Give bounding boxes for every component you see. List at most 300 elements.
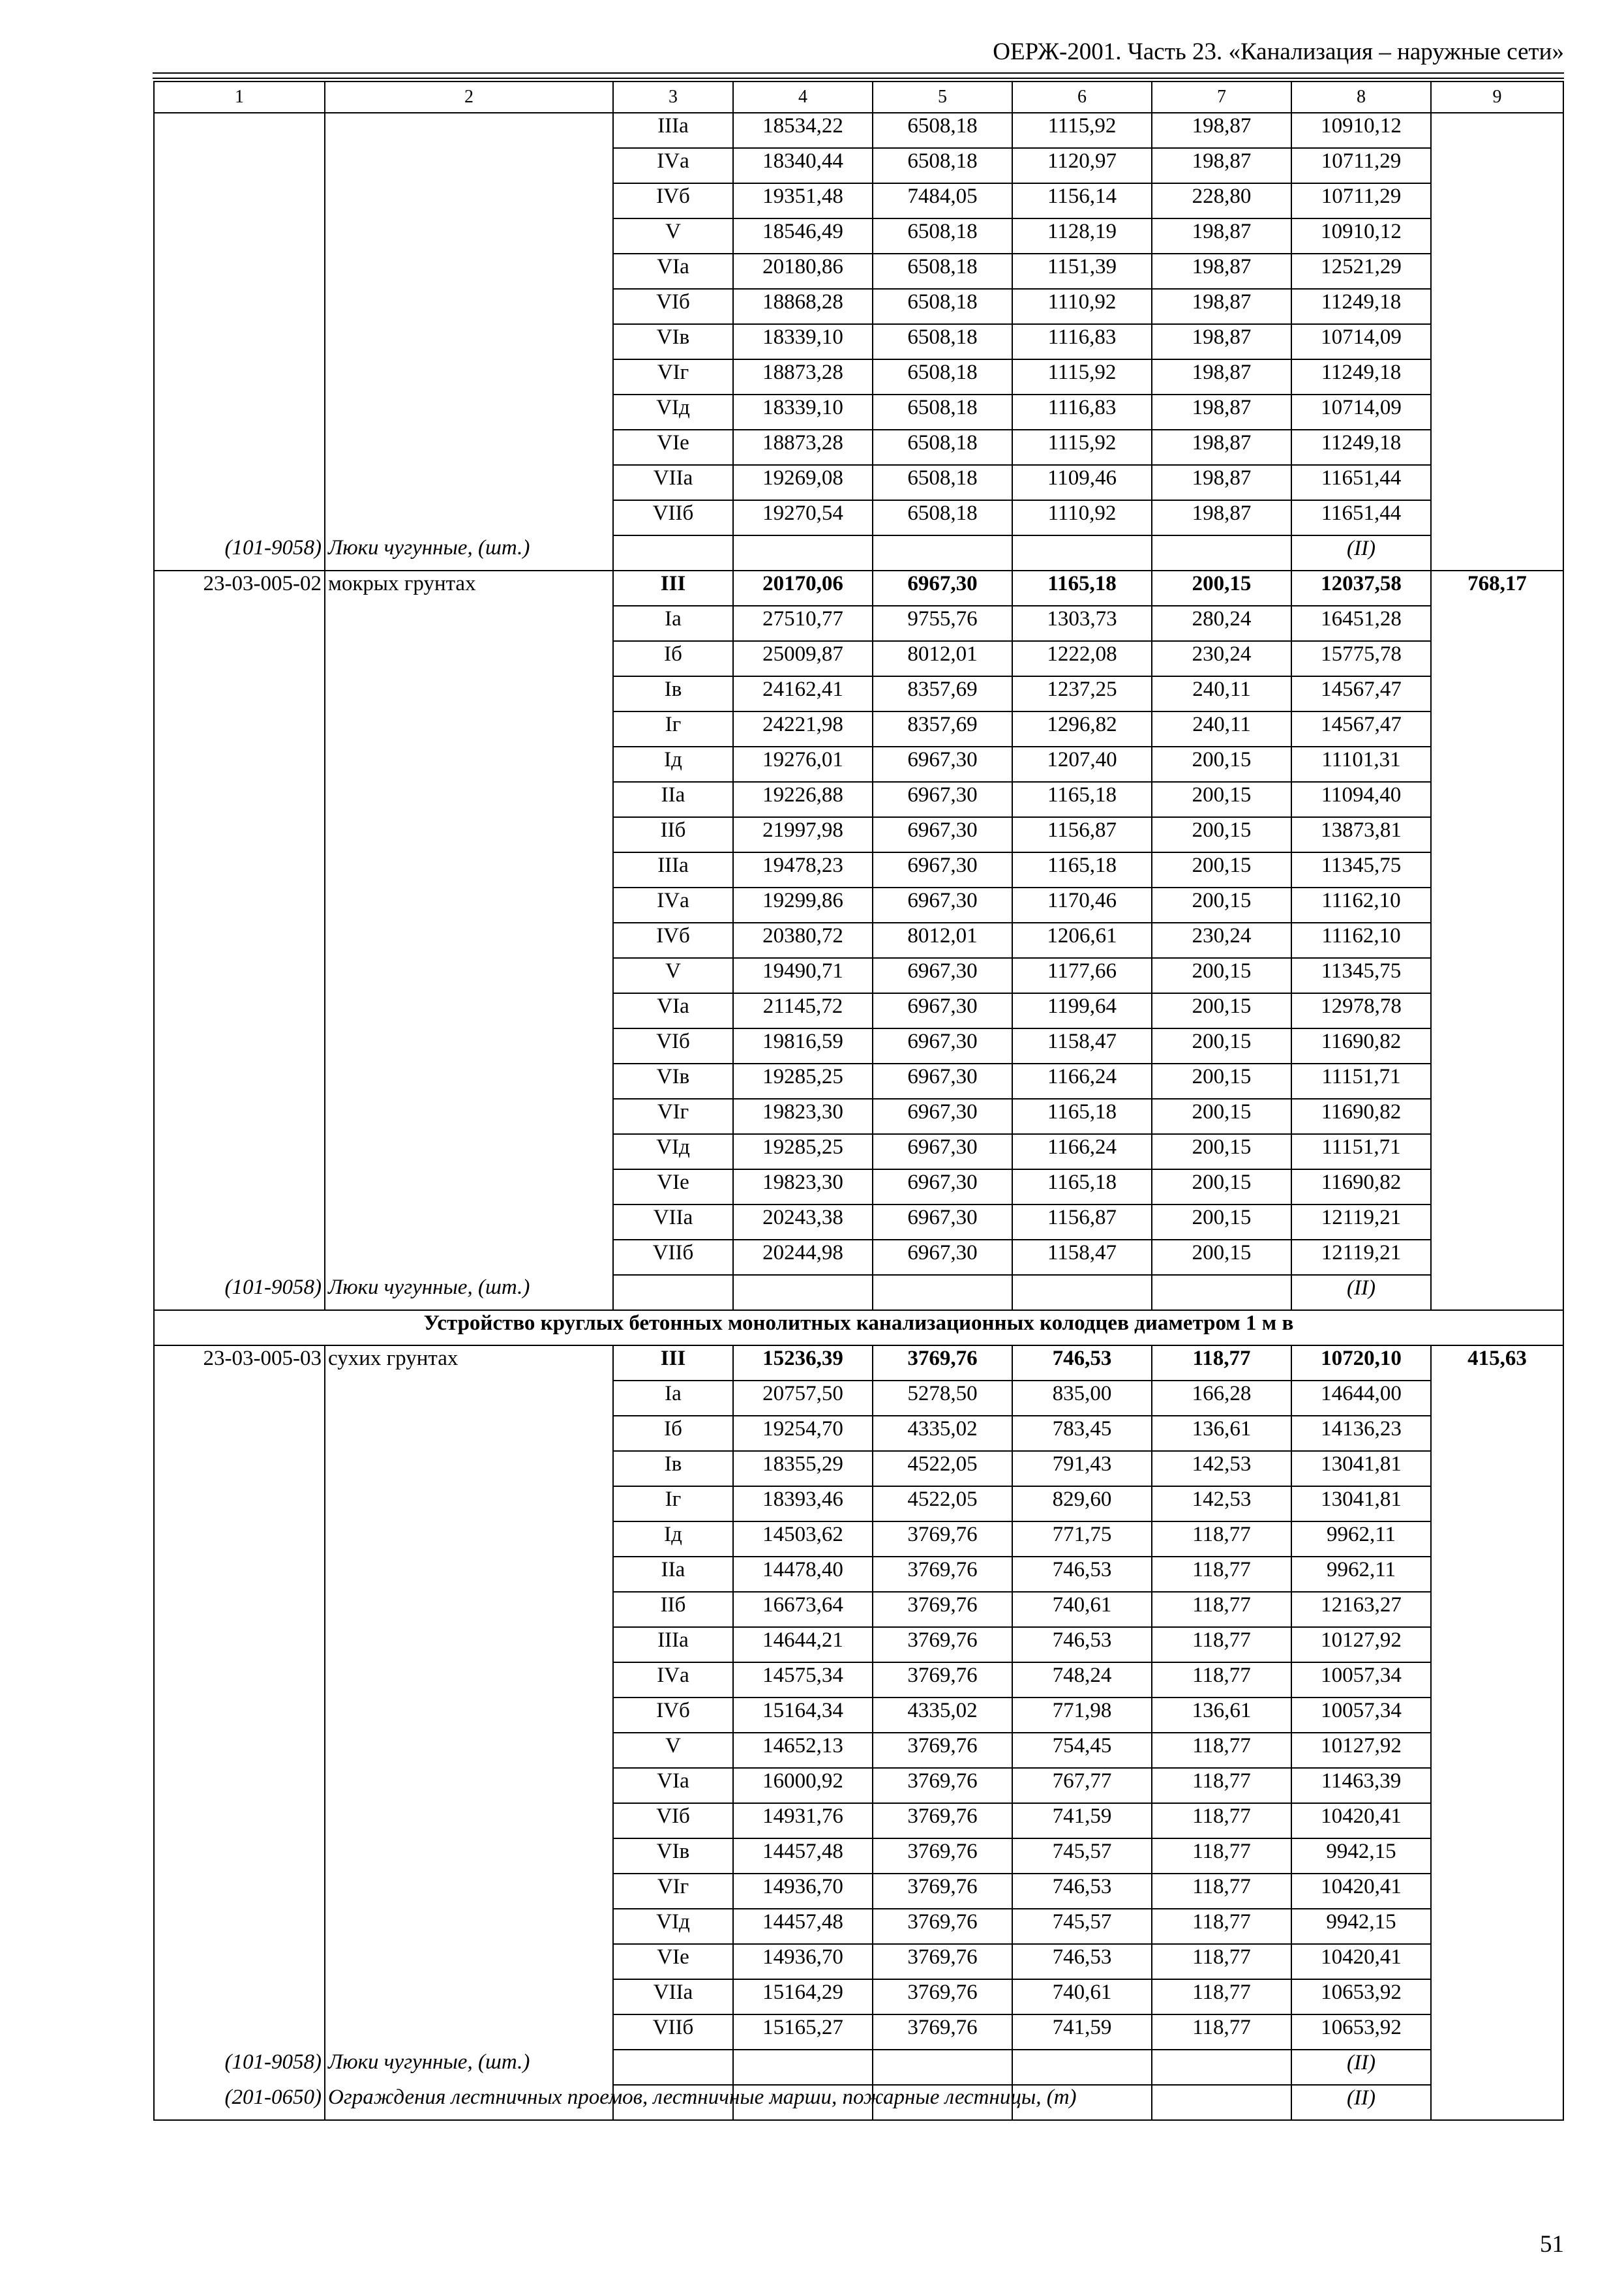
zone-cell: VIб	[613, 289, 733, 324]
materials-cell: 14644,00	[1291, 1381, 1431, 1416]
machines-cell: 1177,66	[1012, 958, 1152, 993]
total-cost-cell: 24221,98	[733, 711, 873, 747]
zone-cell: Iв	[613, 676, 733, 711]
description-cell	[325, 676, 613, 711]
materials-cell: (II)	[1291, 2085, 1431, 2120]
norm-code-cell	[154, 1099, 325, 1134]
section-heading-row	[154, 1310, 1563, 1345]
description-cell	[325, 1028, 613, 1064]
zone-cell: IIб	[613, 817, 733, 852]
materials-cell: 11249,18	[1291, 289, 1431, 324]
operator-wages-cell: 200,15	[1152, 1028, 1291, 1064]
description-cell	[325, 324, 613, 359]
labor-cell	[1431, 852, 1563, 888]
machines-cell: 1165,18	[1012, 782, 1152, 817]
materials-cell: 10711,29	[1291, 148, 1431, 183]
materials-cell: 10720,10	[1291, 1345, 1431, 1381]
description-cell	[325, 817, 613, 852]
labor-cell	[1431, 2014, 1563, 2050]
norm-code-cell	[154, 1521, 325, 1557]
norm-code-cell	[154, 1698, 325, 1733]
table-body	[154, 82, 1563, 2120]
materials-cell: 14136,23	[1291, 1416, 1431, 1451]
norm-code-cell	[154, 1874, 325, 1909]
total-cost-cell: 20243,38	[733, 1204, 873, 1240]
wages-cell: 3769,76	[873, 1521, 1012, 1557]
wages-cell: 3769,76	[873, 1592, 1012, 1627]
machines-cell	[1012, 2050, 1152, 2085]
operator-wages-cell: 200,15	[1152, 571, 1291, 606]
total-cost-cell: 19226,88	[733, 782, 873, 817]
machines-cell	[1012, 535, 1152, 571]
materials-cell: 12119,21	[1291, 1240, 1431, 1275]
operator-wages-cell: 198,87	[1152, 218, 1291, 254]
zone-cell: VIIб	[613, 2014, 733, 2050]
wages-cell: 6508,18	[873, 324, 1012, 359]
labor-cell	[1431, 711, 1563, 747]
labor-cell	[1431, 641, 1563, 676]
norm-code-cell	[154, 1486, 325, 1521]
description-cell	[325, 1803, 613, 1838]
operator-wages-cell: 198,87	[1152, 254, 1291, 289]
labor-cell	[1431, 2085, 1563, 2120]
wages-cell: 3769,76	[873, 1874, 1012, 1909]
materials-cell: 10714,09	[1291, 395, 1431, 430]
total-cost-cell: 14478,40	[733, 1557, 873, 1592]
materials-cell: 11151,71	[1291, 1134, 1431, 1169]
description-cell	[325, 183, 613, 218]
zone-cell: IVа	[613, 1662, 733, 1698]
zone-cell: Iб	[613, 1416, 733, 1451]
description-cell	[325, 254, 613, 289]
norm-code-cell	[154, 676, 325, 711]
wages-cell: 6967,30	[873, 1169, 1012, 1204]
labor-cell	[1431, 218, 1563, 254]
materials-cell: 12978,78	[1291, 993, 1431, 1028]
wages-cell: 6508,18	[873, 254, 1012, 289]
table-row	[154, 606, 1563, 641]
total-cost-cell: 20380,72	[733, 923, 873, 958]
zone-cell: Iд	[613, 1521, 733, 1557]
materials-cell: 12163,27	[1291, 1592, 1431, 1627]
table-row	[154, 888, 1563, 923]
labor-cell	[1431, 1662, 1563, 1698]
wages-cell: 4522,05	[873, 1486, 1012, 1521]
material-note-row	[154, 2050, 1563, 2085]
wages-cell: 6967,30	[873, 1240, 1012, 1275]
norm-code-cell: (101-9058)	[154, 2050, 325, 2085]
machines-cell: 1165,18	[1012, 1169, 1152, 1204]
operator-wages-cell: 118,77	[1152, 1592, 1291, 1627]
operator-wages-cell: 200,15	[1152, 993, 1291, 1028]
description-cell	[325, 1521, 613, 1557]
total-cost-cell: 21145,72	[733, 993, 873, 1028]
operator-wages-cell: 198,87	[1152, 395, 1291, 430]
norm-code-cell	[154, 1627, 325, 1662]
labor-cell	[1431, 1592, 1563, 1627]
description-cell	[325, 500, 613, 535]
operator-wages-cell: 240,11	[1152, 711, 1291, 747]
machines-cell: 1109,46	[1012, 465, 1152, 500]
description-cell	[325, 1627, 613, 1662]
materials-cell: 10420,41	[1291, 1944, 1431, 1979]
norm-code-cell	[154, 2014, 325, 2050]
machines-cell: 1303,73	[1012, 606, 1152, 641]
zone-cell: VIг	[613, 359, 733, 395]
operator-wages-cell: 118,77	[1152, 1557, 1291, 1592]
operator-wages-cell: 136,61	[1152, 1416, 1291, 1451]
labor-cell	[1431, 817, 1563, 852]
table-row	[154, 958, 1563, 993]
labor-cell	[1431, 1134, 1563, 1169]
operator-wages-cell: 142,53	[1152, 1486, 1291, 1521]
machines-cell: 1166,24	[1012, 1134, 1152, 1169]
table-row	[154, 852, 1563, 888]
zone-cell: V	[613, 958, 733, 993]
total-cost-cell: 14457,48	[733, 1909, 873, 1944]
norm-code-cell	[154, 993, 325, 1028]
total-cost-cell: 19351,48	[733, 183, 873, 218]
machines-cell: 829,60	[1012, 1486, 1152, 1521]
materials-cell: 10653,92	[1291, 1979, 1431, 2014]
labor-cell: 768,17	[1431, 571, 1563, 606]
norm-code-cell	[154, 958, 325, 993]
total-cost-cell: 14457,48	[733, 1838, 873, 1874]
description-cell	[325, 1909, 613, 1944]
operator-wages-cell: 118,77	[1152, 1874, 1291, 1909]
materials-cell: 10711,29	[1291, 183, 1431, 218]
table-row	[154, 1557, 1563, 1592]
total-cost-cell: 14644,21	[733, 1627, 873, 1662]
zone-cell: VIд	[613, 1909, 733, 1944]
table-row	[154, 1874, 1563, 1909]
zone-cell: VIв	[613, 1838, 733, 1874]
wages-cell: 6967,30	[873, 993, 1012, 1028]
norm-code-cell	[154, 1768, 325, 1803]
operator-wages-cell: 200,15	[1152, 782, 1291, 817]
materials-cell: 10057,34	[1291, 1698, 1431, 1733]
operator-wages-cell: 118,77	[1152, 1627, 1291, 1662]
table-row	[154, 1944, 1563, 1979]
total-cost-cell: 18873,28	[733, 359, 873, 395]
norm-code-cell	[154, 324, 325, 359]
description-cell	[325, 958, 613, 993]
description-cell	[325, 1838, 613, 1874]
machines-cell: 1158,47	[1012, 1028, 1152, 1064]
operator-wages-cell: 200,15	[1152, 1099, 1291, 1134]
norm-code-cell	[154, 1134, 325, 1169]
operator-wages-cell: 118,77	[1152, 1521, 1291, 1557]
operator-wages-cell: 118,77	[1152, 1979, 1291, 2014]
machines-cell: 746,53	[1012, 1345, 1152, 1381]
machines-cell: 745,57	[1012, 1909, 1152, 1944]
price-norms-table	[153, 81, 1564, 2121]
materials-cell: 10420,41	[1291, 1803, 1431, 1838]
labor-cell	[1431, 395, 1563, 430]
table-row	[154, 747, 1563, 782]
table-row	[154, 641, 1563, 676]
table-row	[154, 1627, 1563, 1662]
wages-cell: 3769,76	[873, 1803, 1012, 1838]
column-number: 8	[1291, 82, 1431, 113]
labor-cell	[1431, 1733, 1563, 1768]
total-cost-cell: 19269,08	[733, 465, 873, 500]
total-cost-cell: 19285,25	[733, 1064, 873, 1099]
description-cell	[325, 289, 613, 324]
wages-cell: 6508,18	[873, 500, 1012, 535]
description-cell	[325, 1381, 613, 1416]
total-cost-cell: 16673,64	[733, 1592, 873, 1627]
machines-cell: 1207,40	[1012, 747, 1152, 782]
total-cost-cell: 19478,23	[733, 852, 873, 888]
wages-cell: 8012,01	[873, 641, 1012, 676]
labor-cell	[1431, 113, 1563, 148]
total-cost-cell: 25009,87	[733, 641, 873, 676]
materials-cell: 10910,12	[1291, 218, 1431, 254]
labor-cell	[1431, 1521, 1563, 1557]
zone-cell: VIв	[613, 1064, 733, 1099]
labor-cell	[1431, 1486, 1563, 1521]
total-cost-cell: 14931,76	[733, 1803, 873, 1838]
wages-cell: 3769,76	[873, 1944, 1012, 1979]
zone-cell: Iб	[613, 641, 733, 676]
machines-cell: 740,61	[1012, 1979, 1152, 2014]
zone-cell: IIа	[613, 1557, 733, 1592]
table-row	[154, 782, 1563, 817]
wages-cell: 6967,30	[873, 852, 1012, 888]
total-cost-cell: 18546,49	[733, 218, 873, 254]
total-cost-cell: 19299,86	[733, 888, 873, 923]
table-row	[154, 1134, 1563, 1169]
column-number: 1	[154, 82, 325, 113]
machines-cell: 771,98	[1012, 1698, 1152, 1733]
operator-wages-cell: 118,77	[1152, 1909, 1291, 1944]
zone-cell: Iв	[613, 1451, 733, 1486]
labor-cell	[1431, 1099, 1563, 1134]
norm-code-cell	[154, 1028, 325, 1064]
machines-cell: 1165,18	[1012, 571, 1152, 606]
machines-cell: 1116,83	[1012, 395, 1152, 430]
description-cell	[325, 430, 613, 465]
zone-cell: IVб	[613, 923, 733, 958]
materials-cell: 11690,82	[1291, 1028, 1431, 1064]
wages-cell: 8357,69	[873, 711, 1012, 747]
labor-cell	[1431, 289, 1563, 324]
labor-cell	[1431, 535, 1563, 571]
machines-cell: 754,45	[1012, 1733, 1152, 1768]
machines-cell: 1128,19	[1012, 218, 1152, 254]
zone-cell: VIб	[613, 1028, 733, 1064]
norm-code-cell	[154, 711, 325, 747]
labor-cell	[1431, 1381, 1563, 1416]
operator-wages-cell: 198,87	[1152, 148, 1291, 183]
description-cell	[325, 2014, 613, 2050]
total-cost-cell	[733, 535, 873, 571]
table-row	[154, 676, 1563, 711]
zone-cell: Iг	[613, 711, 733, 747]
operator-wages-cell: 198,87	[1152, 324, 1291, 359]
machines-cell: 1166,24	[1012, 1064, 1152, 1099]
operator-wages-cell: 166,28	[1152, 1381, 1291, 1416]
wages-cell: 8357,69	[873, 676, 1012, 711]
machines-cell: 741,59	[1012, 2014, 1152, 2050]
norm-code-cell	[154, 359, 325, 395]
description-cell: Ограждения лестничных проемов, лестничные марши, пожарные лестницы, (т)	[325, 2085, 613, 2120]
operator-wages-cell	[1152, 2050, 1291, 2085]
norm-code-cell	[154, 254, 325, 289]
wages-cell: 6967,30	[873, 1204, 1012, 1240]
operator-wages-cell	[1152, 535, 1291, 571]
wages-cell: 6508,18	[873, 218, 1012, 254]
machines-cell: 740,61	[1012, 1592, 1152, 1627]
labor-cell	[1431, 1838, 1563, 1874]
total-cost-cell: 27510,77	[733, 606, 873, 641]
norm-code-cell	[154, 430, 325, 465]
description-cell	[325, 1662, 613, 1698]
table-row	[154, 183, 1563, 218]
table-row	[154, 113, 1563, 148]
materials-cell: 13041,81	[1291, 1451, 1431, 1486]
description-cell	[325, 395, 613, 430]
machines-cell: 1165,18	[1012, 1099, 1152, 1134]
table-row	[154, 2014, 1563, 2050]
total-cost-cell: 19254,70	[733, 1416, 873, 1451]
table-row	[154, 1028, 1563, 1064]
norm-code-cell	[154, 1592, 325, 1627]
table-row	[154, 1099, 1563, 1134]
total-cost-cell: 15165,27	[733, 2014, 873, 2050]
zone-cell: VIе	[613, 1944, 733, 1979]
wages-cell: 3769,76	[873, 1733, 1012, 1768]
zone-cell: Iд	[613, 747, 733, 782]
wages-cell: 3769,76	[873, 1768, 1012, 1803]
section-heading: Устройство круглых бетонных монолитных канализационных колодцев диаметром 1 м в	[154, 1310, 1563, 1345]
wages-cell: 5278,50	[873, 1381, 1012, 1416]
table-row	[154, 1592, 1563, 1627]
wages-cell: 3769,76	[873, 2014, 1012, 2050]
total-cost-cell: 20757,50	[733, 1381, 873, 1416]
labor-cell	[1431, 782, 1563, 817]
zone-cell: Iг	[613, 1486, 733, 1521]
materials-cell: 9942,15	[1291, 1838, 1431, 1874]
operator-wages-cell: 142,53	[1152, 1451, 1291, 1486]
labor-cell	[1431, 1240, 1563, 1275]
description-cell: Люки чугунные, (шт.)	[325, 535, 613, 571]
machines-cell: 1165,18	[1012, 852, 1152, 888]
norm-code-cell	[154, 1557, 325, 1592]
materials-cell: 11162,10	[1291, 888, 1431, 923]
materials-cell: 11151,71	[1291, 1064, 1431, 1099]
zone-cell: IVа	[613, 148, 733, 183]
labor-cell	[1431, 1169, 1563, 1204]
wages-cell: 9755,76	[873, 606, 1012, 641]
zone-cell	[613, 1275, 733, 1310]
table-row	[154, 923, 1563, 958]
column-number: 7	[1152, 82, 1291, 113]
norm-code-cell	[154, 148, 325, 183]
materials-cell: 11463,39	[1291, 1768, 1431, 1803]
zone-cell: VIв	[613, 324, 733, 359]
table-row	[154, 1979, 1563, 2014]
operator-wages-cell: 198,87	[1152, 465, 1291, 500]
table-row	[154, 1381, 1563, 1416]
operator-wages-cell: 200,15	[1152, 1204, 1291, 1240]
operator-wages-cell: 118,77	[1152, 1838, 1291, 1874]
description-cell: Люки чугунные, (шт.)	[325, 1275, 613, 1310]
labor-cell	[1431, 676, 1563, 711]
wages-cell: 4522,05	[873, 1451, 1012, 1486]
wages-cell: 6967,30	[873, 782, 1012, 817]
operator-wages-cell: 200,15	[1152, 888, 1291, 923]
wages-cell: 4335,02	[873, 1698, 1012, 1733]
wages-cell: 6967,30	[873, 817, 1012, 852]
norm-code-cell	[154, 747, 325, 782]
wages-cell: 6967,30	[873, 1064, 1012, 1099]
operator-wages-cell: 198,87	[1152, 430, 1291, 465]
table-row	[154, 1838, 1563, 1874]
table-row	[154, 1521, 1563, 1557]
table-row	[154, 254, 1563, 289]
norm-code-cell	[154, 923, 325, 958]
norm-code-cell	[154, 1240, 325, 1275]
wages-cell: 3769,76	[873, 1909, 1012, 1944]
machines-cell	[1012, 1275, 1152, 1310]
norm-code-cell	[154, 852, 325, 888]
table-row	[154, 430, 1563, 465]
description-cell	[325, 1979, 613, 2014]
zone-cell: VIе	[613, 1169, 733, 1204]
wages-cell: 8012,01	[873, 923, 1012, 958]
operator-wages-cell: 200,15	[1152, 747, 1291, 782]
description-cell	[325, 747, 613, 782]
wages-cell: 6508,18	[873, 395, 1012, 430]
norm-code-cell	[154, 1662, 325, 1698]
description-cell: сухих грунтах	[325, 1345, 613, 1381]
materials-cell: (II)	[1291, 2050, 1431, 2085]
materials-cell: 14567,47	[1291, 711, 1431, 747]
description-cell	[325, 641, 613, 676]
labor-cell	[1431, 958, 1563, 993]
zone-cell: VIIа	[613, 465, 733, 500]
norm-code-cell	[154, 1909, 325, 1944]
description-cell	[325, 923, 613, 958]
wages-cell: 6508,18	[873, 113, 1012, 148]
zone-cell: VIIа	[613, 1204, 733, 1240]
norm-code-cell	[154, 289, 325, 324]
operator-wages-cell: 240,11	[1152, 676, 1291, 711]
machines-cell: 1156,14	[1012, 183, 1152, 218]
wages-cell: 6967,30	[873, 1134, 1012, 1169]
norm-code-cell	[154, 500, 325, 535]
total-cost-cell: 14503,62	[733, 1521, 873, 1557]
operator-wages-cell: 200,15	[1152, 1240, 1291, 1275]
norm-code-cell	[154, 817, 325, 852]
operator-wages-cell: 118,77	[1152, 1345, 1291, 1381]
total-cost-cell: 18339,10	[733, 324, 873, 359]
materials-cell: 11094,40	[1291, 782, 1431, 817]
zone-cell: VIд	[613, 395, 733, 430]
operator-wages-cell: 200,15	[1152, 1134, 1291, 1169]
description-cell	[325, 1099, 613, 1134]
column-number: 3	[613, 82, 733, 113]
total-cost-cell: 15164,34	[733, 1698, 873, 1733]
description-cell	[325, 218, 613, 254]
wages-cell: 6508,18	[873, 430, 1012, 465]
operator-wages-cell: 118,77	[1152, 2014, 1291, 2050]
norm-code-cell: (201-0650)	[154, 2085, 325, 2120]
zone-cell: VIIб	[613, 1240, 733, 1275]
table-row	[154, 148, 1563, 183]
